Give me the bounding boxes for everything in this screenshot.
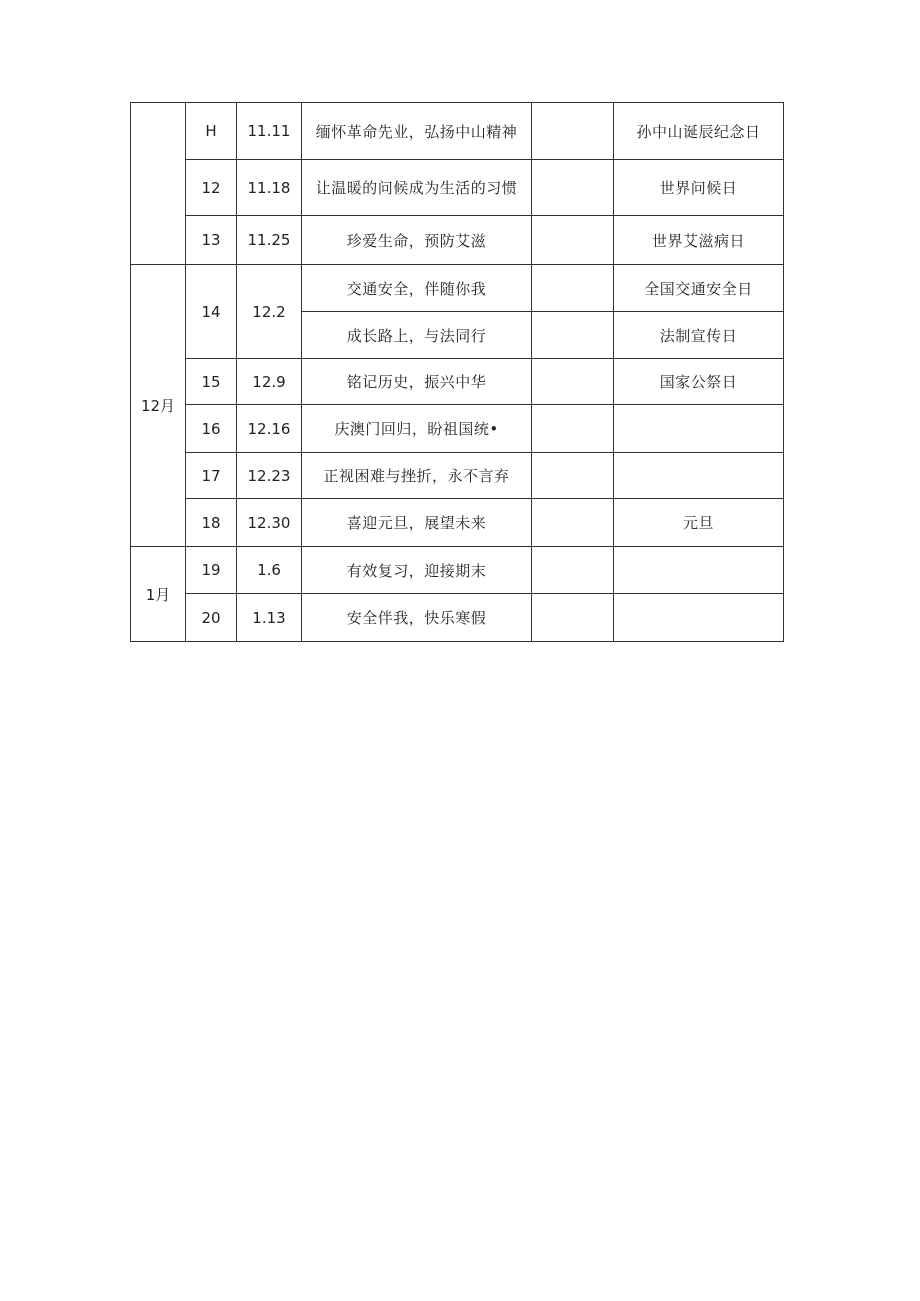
event-cell: 全国交通安全日 bbox=[614, 265, 784, 312]
date-cell: 11.11 bbox=[237, 103, 302, 160]
remark-cell bbox=[532, 594, 614, 642]
event-cell bbox=[614, 405, 784, 453]
schedule-table bbox=[130, 102, 784, 642]
remark-cell bbox=[532, 312, 614, 359]
theme-cell: 成长路上，与法同行 bbox=[302, 312, 532, 359]
remark-cell bbox=[532, 499, 614, 547]
remark-cell bbox=[532, 359, 614, 405]
remark-cell bbox=[532, 453, 614, 499]
event-cell bbox=[614, 594, 784, 642]
date-cell: 12.16 bbox=[237, 405, 302, 453]
theme-cell: 安全伴我，快乐寒假 bbox=[302, 594, 532, 642]
event-cell: 孙中山诞辰纪念日 bbox=[614, 103, 784, 160]
date-cell: 12.30 bbox=[237, 499, 302, 547]
theme-cell: 让温暖的问候成为生活的习惯 bbox=[302, 160, 532, 216]
theme-cell: 正视困难与挫折，永不言弃 bbox=[302, 453, 532, 499]
date-cell: 11.25 bbox=[237, 216, 302, 265]
week-cell: 16 bbox=[186, 405, 237, 453]
event-cell bbox=[614, 453, 784, 499]
date-cell: 1.6 bbox=[237, 547, 302, 594]
table-row bbox=[131, 160, 784, 216]
table-row bbox=[131, 594, 784, 642]
week-cell: H bbox=[186, 103, 237, 160]
week-cell: 19 bbox=[186, 547, 237, 594]
theme-cell: 有效复习，迎接期末 bbox=[302, 547, 532, 594]
event-cell: 元旦 bbox=[614, 499, 784, 547]
month-cell: 12月 bbox=[131, 265, 186, 547]
table-row bbox=[131, 499, 784, 547]
table-row bbox=[131, 265, 784, 312]
remark-cell bbox=[532, 265, 614, 312]
month-cell bbox=[131, 103, 186, 265]
remark-cell bbox=[532, 160, 614, 216]
remark-cell bbox=[532, 216, 614, 265]
remark-cell bbox=[532, 547, 614, 594]
week-cell: 14 bbox=[186, 265, 237, 359]
week-cell: 20 bbox=[186, 594, 237, 642]
date-cell: 12.9 bbox=[237, 359, 302, 405]
week-cell: 15 bbox=[186, 359, 237, 405]
event-cell: 法制宣传日 bbox=[614, 312, 784, 359]
theme-cell: 喜迎元旦，展望未来 bbox=[302, 499, 532, 547]
date-cell: 12.23 bbox=[237, 453, 302, 499]
event-cell: 国家公祭日 bbox=[614, 359, 784, 405]
date-cell: 12.2 bbox=[237, 265, 302, 359]
event-cell: 世界艾滋病日 bbox=[614, 216, 784, 265]
theme-cell: 交通安全，伴随你我 bbox=[302, 265, 532, 312]
theme-cell: 庆澳门回归，盼祖国统• bbox=[302, 405, 532, 453]
table-row bbox=[131, 359, 784, 405]
table-row bbox=[131, 453, 784, 499]
remark-cell bbox=[532, 405, 614, 453]
week-cell: 18 bbox=[186, 499, 237, 547]
table-row bbox=[131, 103, 784, 160]
table-row bbox=[131, 216, 784, 265]
event-cell bbox=[614, 547, 784, 594]
week-cell: 17 bbox=[186, 453, 237, 499]
date-cell: 1.13 bbox=[237, 594, 302, 642]
theme-cell: 珍爱生命，预防艾滋 bbox=[302, 216, 532, 265]
theme-cell: 铭记历史，振兴中华 bbox=[302, 359, 532, 405]
theme-cell: 缅怀革命先业，弘扬中山精神 bbox=[302, 103, 532, 160]
week-cell: 13 bbox=[186, 216, 237, 265]
date-cell: 11.18 bbox=[237, 160, 302, 216]
table-row bbox=[131, 405, 784, 453]
week-cell: 12 bbox=[186, 160, 237, 216]
remark-cell bbox=[532, 103, 614, 160]
event-cell: 世界问候日 bbox=[614, 160, 784, 216]
month-cell: 1月 bbox=[131, 547, 186, 642]
table-row bbox=[131, 547, 784, 594]
